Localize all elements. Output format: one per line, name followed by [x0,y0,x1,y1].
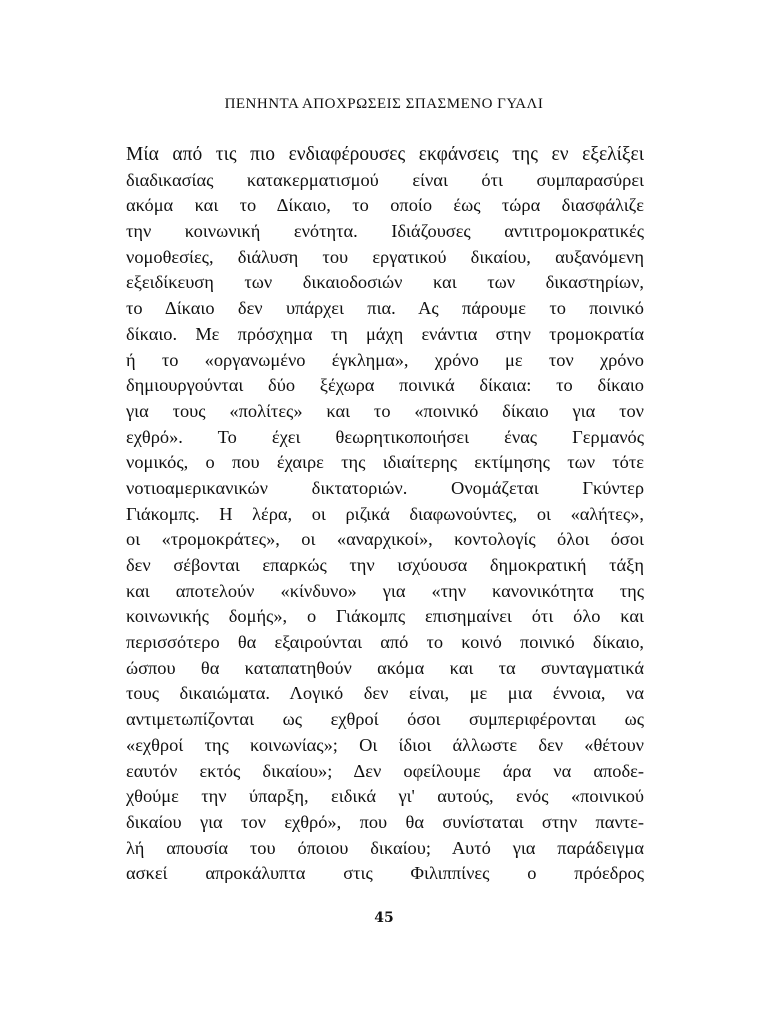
text-line: λή απουσία του όποιου δικαίου; Αυτό για παράδειγμα [126,837,644,858]
page-number: 45 [374,910,394,926]
text-line: δεν σέβονται επαρκώς την ισχύουσα δημοκρατική τάξη [126,555,644,575]
text-line: την κοινωνική ενότητα. Ιδιάζουσες αντιτρομοκρατικές [126,221,644,242]
text-line: δημιουργούνται δύο ξέχωρα ποινικά δίκαια: το δίκαιο [126,375,644,396]
text-line: νομικός, ο που έχαιρε της ιδιαίτερης εκτίμησης των τότε [126,452,644,473]
text-line: ακόμα και το Δίκαιο, το οποίο έως τώρα διασφάλιζε [126,195,644,216]
text-line: διαδικασίας κατακερματισμού είναι ότι συμπαρασύρει [126,169,644,190]
text-line: δίκαιο. Με πρόσχημα τη μάχη ενάντια στην τρομοκρατία [126,323,644,344]
running-head: ΠΕΝΗΝΤΑ ΑΠΟΧΡΩΣΕΙΣ ΣΠΑΣΜΕΝΟ ΓΥΑΛΙ [224,96,544,112]
text-line: κοινωνικής δομής», ο Γιάκομπς επισημαίνει ότι όλο και [126,606,644,627]
text-line: ασκεί απροκάλυπτα στις Φιλιππίνες ο πρόεδρος [126,863,644,884]
text-line: νομοθεσίες, διάλυση του εργατικού δικαίου, αυξανόμενη [126,246,644,267]
text-line: Μία από τις πιο ενδιαφέρουσες εκφάνσεις της εν εξελίξει [126,144,644,165]
text-line: οι «τρομοκράτες», οι «αναρχικοί», κοντολογίς όλοι όσοι [126,529,644,550]
text-line: τους δικαιώματα. Λογικό δεν είναι, με μια έννοια, να [126,683,644,704]
text-line: δικαίου για τον εχθρό», που θα συνίσταται στην παντε- [126,811,644,832]
text-line: για τους «πολίτες» και το «ποινικό δίκαιο για τον [126,400,644,421]
text-line: το Δίκαιο δεν υπάρχει πια. Ας πάρουμε το ποινικό [126,298,644,319]
text-line: αντιμετωπίζονται ως εχθροί όσοι συμπεριφέρονται ως [126,709,644,730]
text-line: εαυτόν εκτός δικαίου»; Δεν οφείλουμε άρα να αποδε- [126,760,644,781]
text-line: περισσότερο θα εξαιρούνται από το κοινό ποινικό δίκαιο, [126,632,644,653]
text-line: «εχθροί της κοινωνίας»; Οι ίδιοι άλλωστε δεν «θέτουν [126,734,644,755]
text-line: εξειδίκευση των δικαιοδοσιών και των δικαστηρίων, [126,272,644,293]
text-line: νοτιοαμερικανικών δικτατοριών. Ονομάζεται Γκύντερ [126,477,644,498]
text-line: Γιάκομπς. Η λέρα, οι ριζικά διαφωνούντες, οι «αλήτες», [126,503,644,524]
body-paragraph [126,142,644,887]
text-line: ή το «οργανωμένο έγκλημα», χρόνο με τον χρόνο [126,349,644,370]
text-line: χθούμε την ύπαρξη, ειδικά γι' αυτούς, ενός «ποινικού [126,786,644,807]
text-line: εχθρό». Το έχει θεωρητικοποιήσει ένας Γερμανός [126,426,644,447]
text-line: ώσπου θα καταπατηθούν ακόμα και τα συνταγματικά [126,657,644,678]
text-line: και αποτελούν «κίνδυνο» για «την κανονικότητα της [126,580,644,601]
